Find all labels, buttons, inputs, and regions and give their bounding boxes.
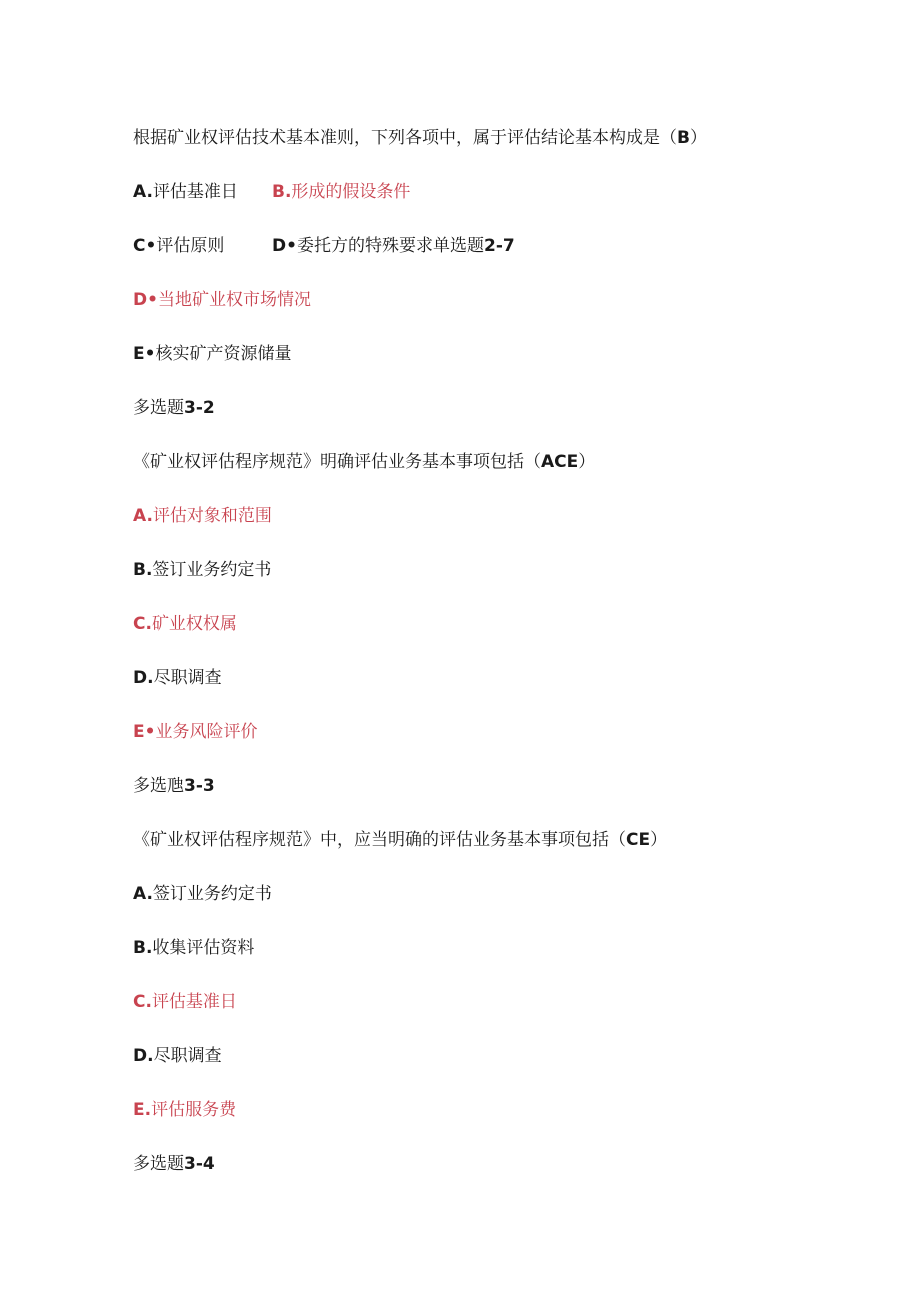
bracket-close: ） <box>650 830 668 850</box>
question-4-heading <box>133 1153 215 1175</box>
option-key: D. <box>133 1046 154 1066</box>
option-key: B. <box>272 182 292 202</box>
question-2-stem <box>133 451 595 473</box>
option-key: D• <box>272 236 297 256</box>
question-type-label: 多选题 <box>133 1154 184 1174</box>
option-text: 当地矿业权市场情况 <box>157 290 311 310</box>
q2-option-b <box>133 559 271 581</box>
question-type-label: 多选虺 <box>133 776 184 796</box>
option-text: 核实矿产资源储量 <box>155 344 292 364</box>
option-key: D• <box>133 290 158 310</box>
option-text: 评估基准日 <box>151 992 237 1012</box>
option-text: 矿业权权属 <box>151 614 237 634</box>
question-number: 3-3 <box>184 776 215 796</box>
option-text: 尽职调查 <box>153 668 222 688</box>
question-1-options-ab <box>133 181 533 203</box>
option-text: 委托方的特殊要求单选题 <box>296 236 484 256</box>
option-d-alt-highlight <box>133 289 311 311</box>
option-key: E. <box>133 1100 152 1120</box>
option-key: B. <box>133 560 153 580</box>
option-e <box>133 343 291 365</box>
question-number: 3-2 <box>184 398 215 418</box>
option-a <box>133 182 238 202</box>
question-number: 2-7 <box>483 236 515 256</box>
option-text: 评估基准日 <box>152 182 238 202</box>
q3-option-e-correct <box>133 1099 236 1121</box>
option-c <box>133 236 224 256</box>
option-text: 签订业务约定书 <box>152 560 272 580</box>
option-d <box>272 235 515 257</box>
question-stem-text: 《矿业权评估程序规范》明确评估业务基本事项包括（ <box>133 452 541 472</box>
option-key: E• <box>133 344 156 364</box>
question-stem-text: 《矿业权评估程序规范》中，应当明确的评估业务基本事项包括（ <box>133 830 626 850</box>
option-key: C. <box>133 992 152 1012</box>
question-stem-text: 根据矿业权评估技术基本准则，下列各项中，属于评估结论基本构成是（ <box>133 128 677 148</box>
answer-key: CE <box>626 830 651 850</box>
answer-key: ACE <box>541 452 579 472</box>
option-key: A. <box>133 506 153 526</box>
option-key: C. <box>133 614 152 634</box>
question-1-stem <box>133 127 707 149</box>
option-b-correct <box>272 181 410 203</box>
question-number: 3-4 <box>184 1154 215 1174</box>
option-text: 评估对象和范围 <box>152 506 272 526</box>
option-key: C• <box>133 236 157 256</box>
q2-option-c-correct <box>133 613 237 635</box>
q3-option-b <box>133 937 254 959</box>
option-key: A. <box>133 884 153 904</box>
option-text: 形成的假设条件 <box>291 182 411 202</box>
option-key: B. <box>133 938 153 958</box>
q3-option-c-correct <box>133 991 237 1013</box>
bracket-close: ） <box>578 452 596 472</box>
option-text: 评估原则 <box>156 236 225 256</box>
option-text: 业务风险评价 <box>155 722 258 742</box>
question-2-heading <box>133 397 215 419</box>
option-text: 收集评估资料 <box>152 938 255 958</box>
q2-option-a-correct <box>133 505 272 527</box>
q2-option-d <box>133 667 222 689</box>
option-text: 评估服务费 <box>151 1100 237 1120</box>
q3-option-a <box>133 883 272 905</box>
q2-option-e-correct <box>133 721 257 743</box>
question-3-heading <box>133 775 215 797</box>
question-1-options-cd <box>133 235 553 257</box>
answer-key: B <box>677 128 690 148</box>
option-key: D. <box>133 668 154 688</box>
bracket-close: ） <box>689 128 707 148</box>
option-key: A. <box>133 182 153 202</box>
option-text: 签订业务约定书 <box>152 884 272 904</box>
option-text: 尽职调查 <box>153 1046 222 1066</box>
question-type-label: 多选题 <box>133 398 184 418</box>
question-3-stem <box>133 829 667 851</box>
q3-option-d <box>133 1045 222 1067</box>
option-key: E• <box>133 722 156 742</box>
